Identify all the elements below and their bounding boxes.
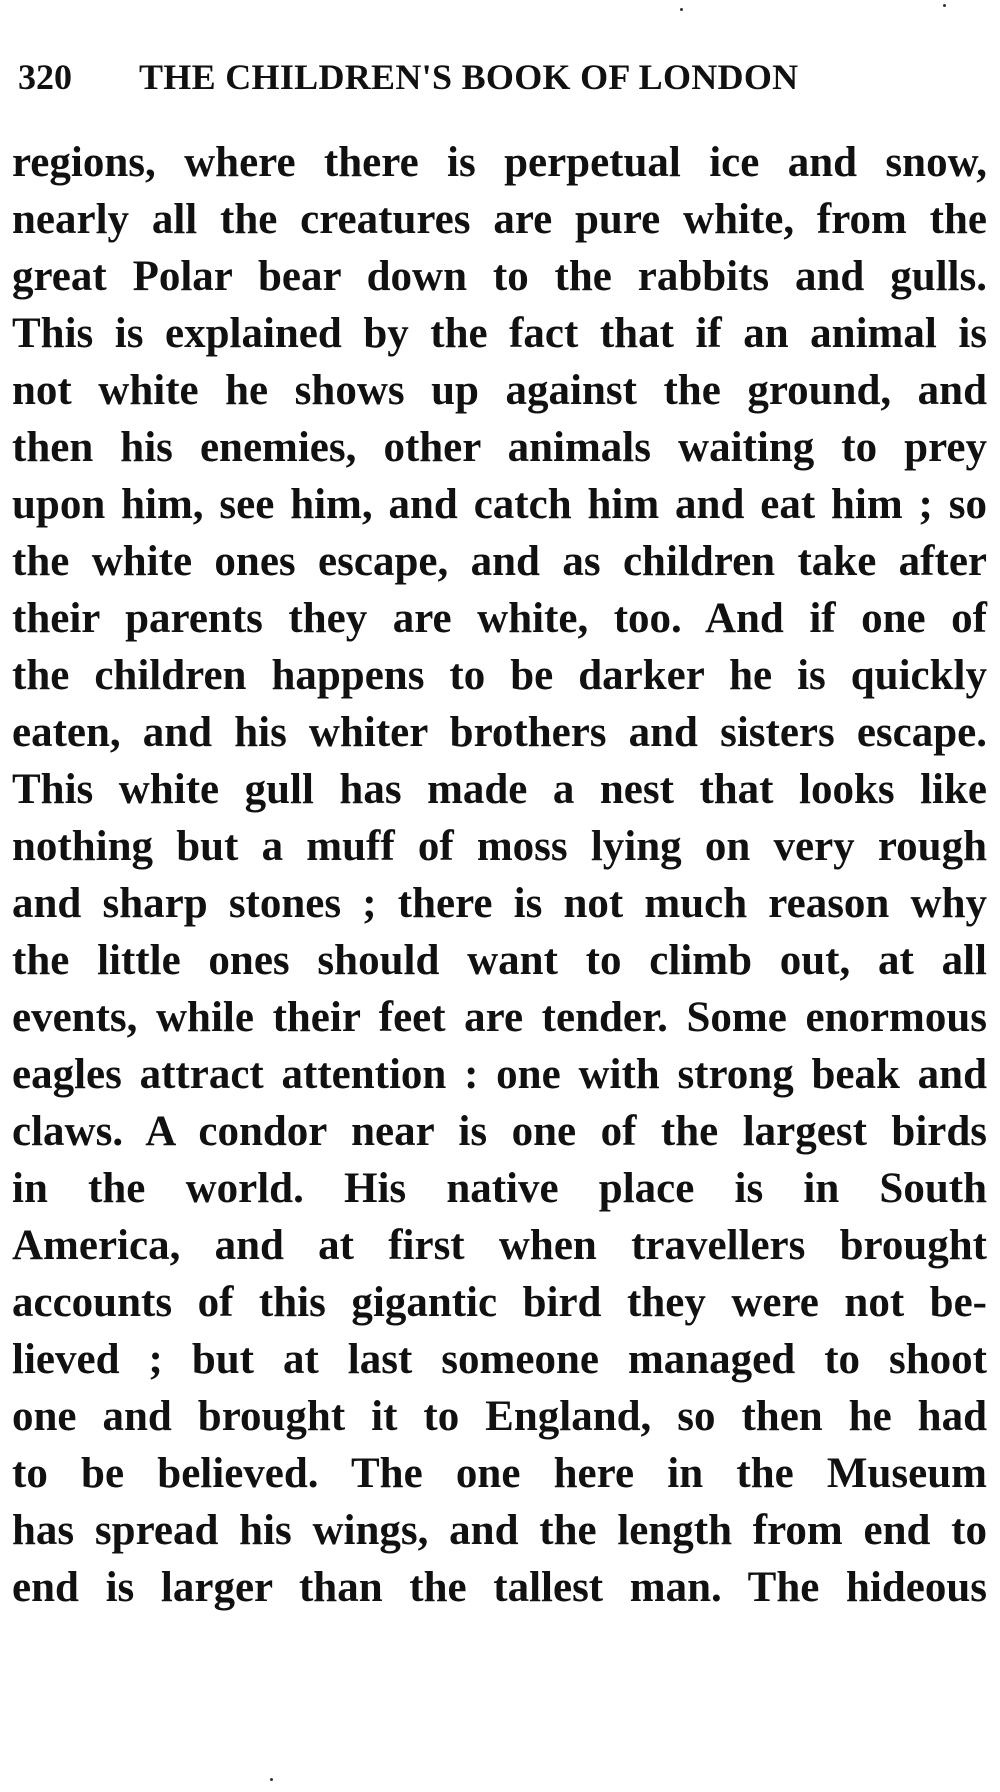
text-line: the white ones escape, and as children take after (12, 538, 987, 585)
text-line: the little ones should want to climb out, at all (12, 937, 987, 984)
page-number: 320 (18, 57, 72, 97)
running-head (18, 52, 978, 102)
text-line: one and brought it to England, so then he had (12, 1393, 987, 1440)
text-line: not white he shows up against the ground, and (12, 367, 987, 414)
text-line: eaten, and his whiter brothers and sisters escape. (12, 709, 987, 756)
text-line: their parents they are white, too. And if one of (12, 595, 987, 642)
scan-speck (270, 1778, 273, 1781)
text-line: lieved ; but at last someone managed to shoot (12, 1336, 987, 1383)
text-line: nearly all the creatures are pure white, from the (12, 196, 987, 243)
text-line: to be believed. The one here in the Museum (12, 1450, 987, 1497)
text-line: This is explained by the fact that if an animal is (12, 310, 987, 357)
text-line: accounts of this gigantic bird they were not be- (12, 1279, 987, 1326)
text-line: has spread his wings, and the length from end to (12, 1507, 987, 1554)
book-page (12, 0, 987, 1792)
body-text (12, 134, 987, 1616)
text-line: end is larger than the tallest man. The hideous (12, 1564, 987, 1611)
scan-speck (943, 4, 946, 7)
text-line: and sharp stones ; there is not much reason why (12, 880, 987, 927)
text-line: This white gull has made a nest that looks like (12, 766, 987, 813)
scan-speck (680, 8, 683, 11)
running-title: THE CHILDREN'S BOOK OF LONDON (139, 57, 799, 97)
text-line: nothing but a muff of moss lying on very rough (12, 823, 987, 870)
text-line: the children happens to be darker he is quickly (12, 652, 987, 699)
text-line: America, and at first when travellers brought (12, 1222, 987, 1269)
text-line: eagles attract attention : one with strong beak and (12, 1051, 987, 1098)
text-line: then his enemies, other animals waiting to prey (12, 424, 987, 471)
text-line: great Polar bear down to the rabbits and gulls. (12, 253, 987, 300)
text-line: events, while their feet are tender. Some enormous (12, 994, 987, 1041)
text-line: regions, where there is perpetual ice and snow, (12, 139, 987, 186)
text-line: upon him, see him, and catch him and eat him ; so (12, 481, 987, 528)
text-line: claws. A condor near is one of the largest birds (12, 1108, 987, 1155)
text-line: in the world. His native place is in South (12, 1165, 987, 1212)
